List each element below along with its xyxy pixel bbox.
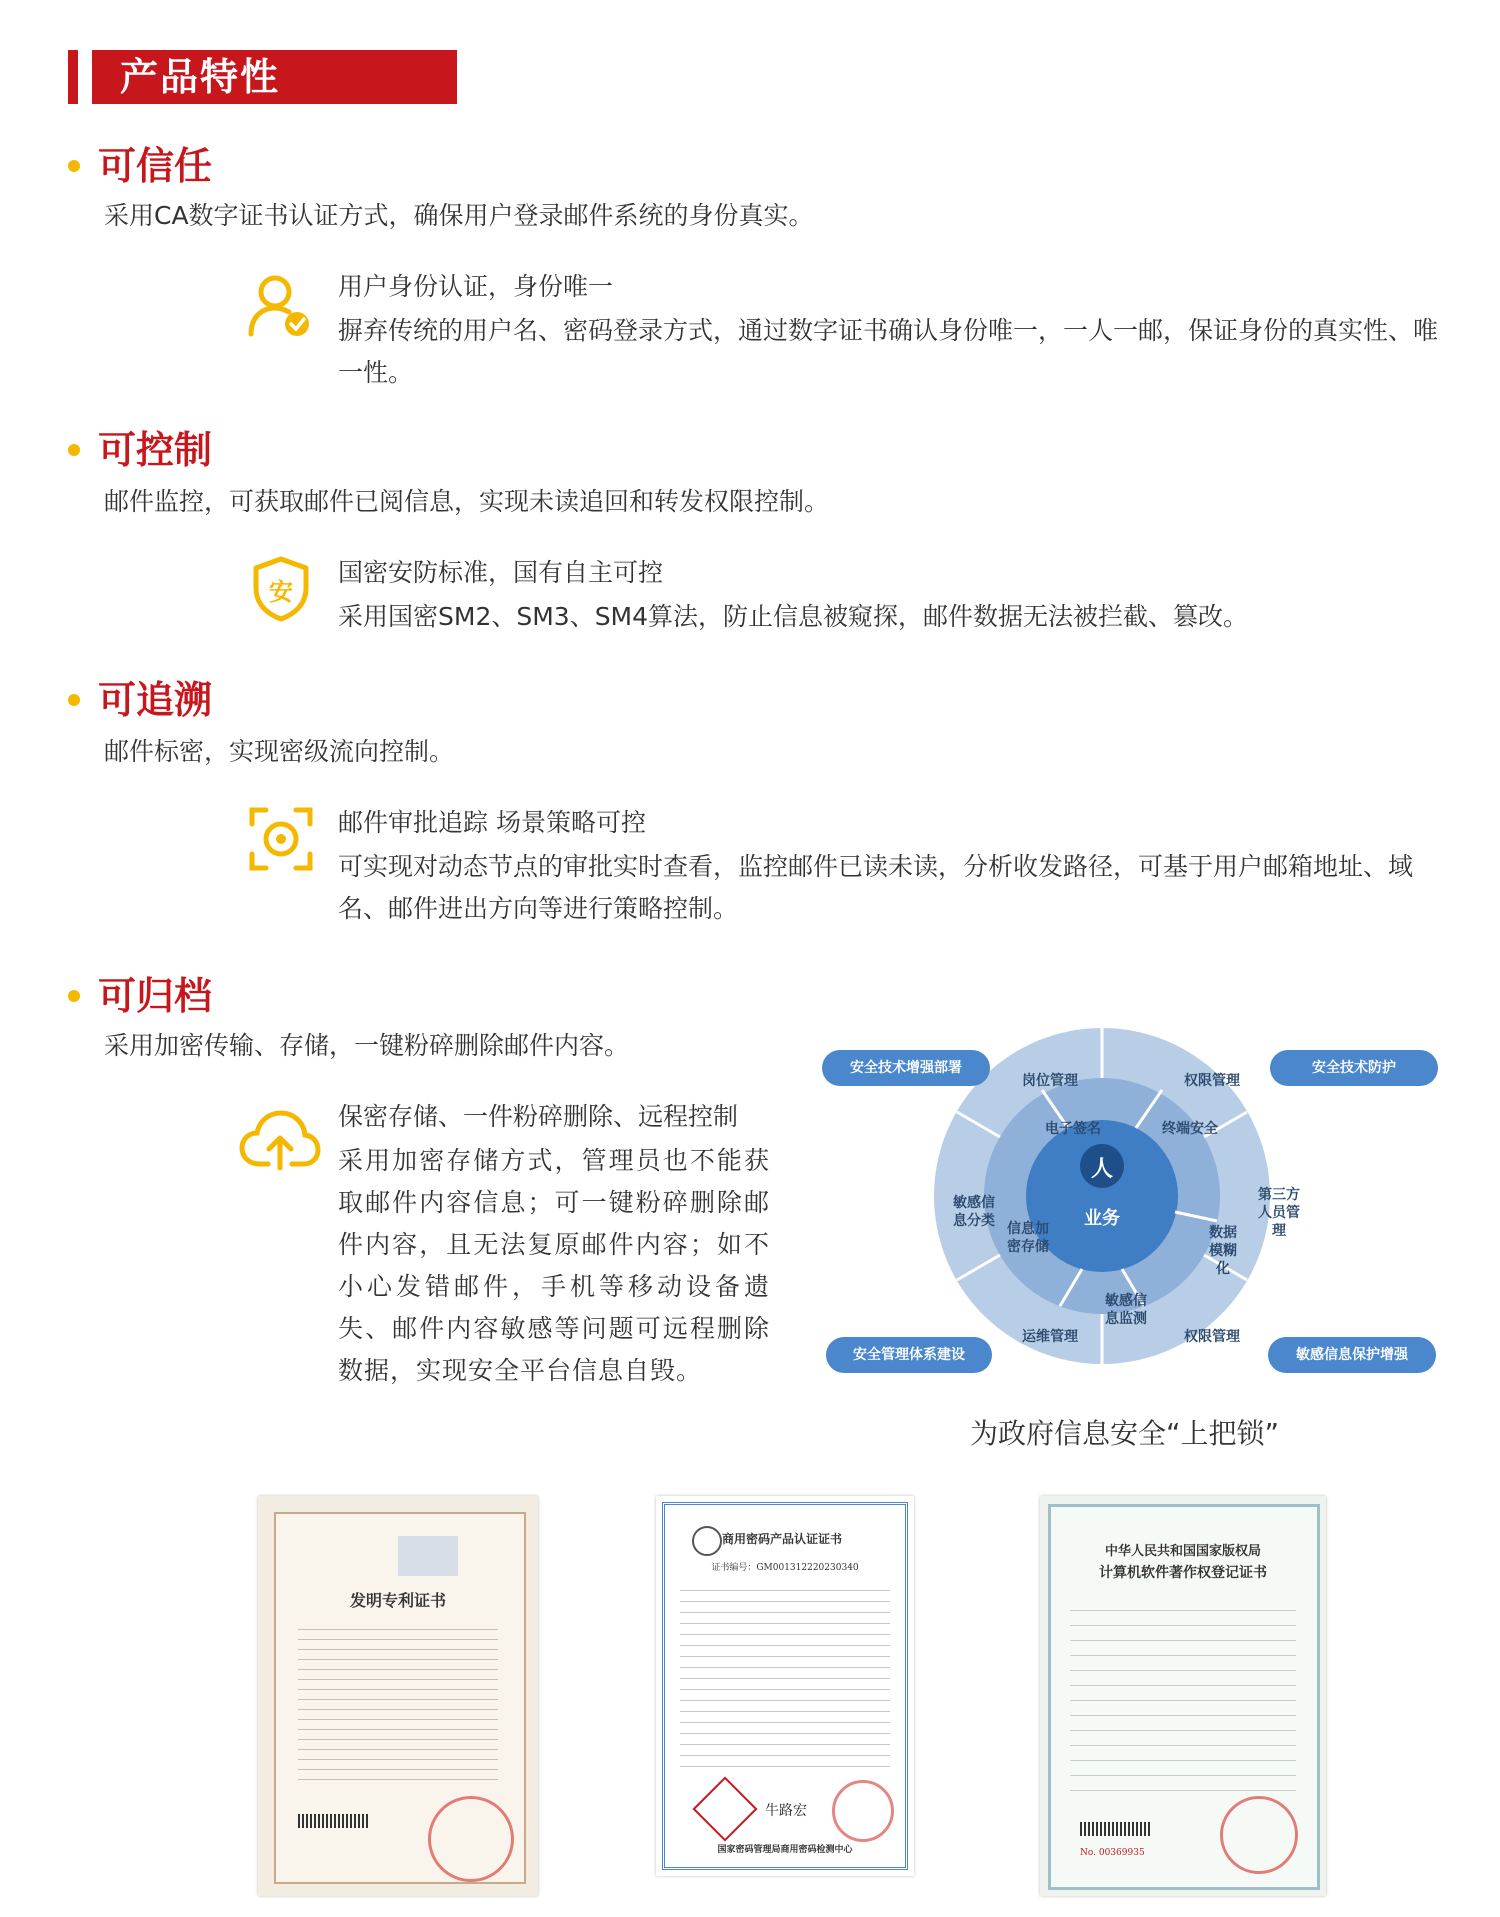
certificate-title: 计算机软件著作权登记证书 [1099,1565,1267,1581]
diagram-caption: 为政府信息安全“上把锁” [970,1417,1280,1450]
section-description: 邮件监控，可获取邮件已阅信息，实现未读追回和转发权限控制。 [104,487,830,516]
certificate-number: 证书编号：GM001312220230340 [711,1563,859,1573]
feature-body: 可实现对动态节点的审批实时查看，监控邮件已读未读，分析收发路径，可基于用户邮箱地址、域名、邮件进出方向等进行策略控制。 [338,852,1414,923]
barcode-icon [1080,1822,1152,1836]
patent-emblem [398,1536,458,1576]
section-description: 邮件标密，实现密级流向控制。 [104,737,455,766]
diagram-center-business: 业务 [1084,1208,1120,1229]
feature-body: 采用加密存储方式，管理员也不能获取邮件内容信息；可一键粉碎删除邮件内容，且无法复原邮件内容；如不小心发错邮件，手机等移动设备遗失、邮件内容敏感等问题可远程删除数据，实现安全平台信息自毁。 [338,1146,770,1385]
certificate-text-lines [680,1580,890,1770]
inner-ring-label: 电子签名 [1045,1121,1101,1137]
cloud-upload-icon [238,1108,322,1172]
feature-body: 摒弃传统的用户名、密码登录方式，通过数字证书确认身份唯一，一人一邮，保证身份的真实性、唯一性。 [338,316,1439,387]
user-check-icon [245,272,313,340]
signature: 牛路宏 [765,1803,807,1819]
bullet-dot [68,990,80,1002]
certificate-text-lines [298,1620,498,1780]
target-scan-icon [248,806,314,872]
certificate-header: 中华人民共和国国家版权局 [1104,1544,1261,1559]
feature-title: 用户身份认证，身份唯一 [338,272,614,301]
inner-ring-label: 数据模糊化 [1209,1225,1237,1277]
svg-text:安: 安 [269,578,293,606]
bullet-dot [68,444,80,456]
bullet-dot [68,160,80,172]
callout-pill: 安全技术增强部署 [822,1050,990,1086]
red-seal-icon [1220,1796,1298,1874]
callout-pill: 安全管理体系建设 [826,1337,992,1373]
feature-title: 邮件审批追踪 场景策略可控 [338,808,646,837]
callout-pill: 敏感信息保护增强 [1268,1337,1436,1373]
page-title: 产品特性 [120,55,281,99]
inner-ring-label: 敏感信息监测 [1105,1293,1147,1327]
section-title-trace: 可追溯 [98,678,213,722]
red-seal-icon [832,1780,894,1842]
bullet-dot [68,694,80,706]
section-title-trust: 可信任 [98,144,213,188]
inner-ring-label: 终端安全 [1162,1121,1218,1137]
section-title-archive: 可归档 [98,974,213,1018]
feature-body: 采用国密SM2、SM3、SM4算法，防止信息被窥探，邮件数据无法被拦截、篡改。 [338,602,1249,631]
certificate-header: 商用密码产品认证证书 [722,1532,843,1546]
red-seal-icon [428,1796,514,1882]
patent-certificate [258,1496,538,1896]
ring-label: 岗位管理 [1022,1073,1078,1089]
inner-ring-label: 信息加密存储 [1007,1221,1049,1255]
ring-label: 敏感信息分类 [953,1195,995,1229]
feature-title: 国密安防标准，国有自主可控 [338,558,664,587]
ring-label: 第三方人员管理 [1258,1187,1300,1239]
ring-label: 运维管理 [1022,1329,1078,1345]
section-title-control: 可控制 [98,428,213,472]
copyright-certificate [1040,1496,1326,1896]
certificate-number: No. 00369935 [1080,1848,1145,1858]
section-description: 采用加密传输、存储，一键粉碎删除邮件内容。 [104,1031,630,1060]
certificate-footer: 国家密码管理局商用密码检测中心 [717,1845,853,1855]
feature-title: 保密存储、一件粉碎删除、远程控制 [338,1102,739,1131]
ring-label: 权限管理 [1184,1073,1240,1089]
barcode-icon [298,1814,368,1828]
security-shield-icon [252,556,310,622]
banner-accent-bar [68,50,78,104]
section-description: 采用CA数字证书认证方式，确保用户登录邮件系统的身份真实。 [104,201,814,230]
certificate-text-lines [1070,1596,1296,1796]
ring-label: 权限管理 [1184,1329,1240,1345]
gm-logo-icon [692,1526,722,1556]
callout-pill: 安全技术防护 [1270,1050,1438,1086]
crypto-certificate [656,1496,914,1876]
diagram-center-person: 人 [1090,1157,1113,1182]
certificate-title: 发明专利证书 [349,1591,446,1610]
